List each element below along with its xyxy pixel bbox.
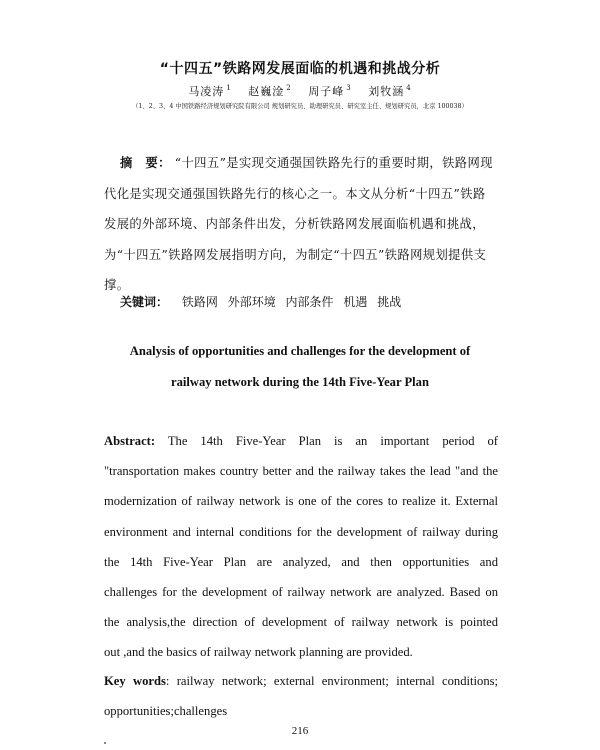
abstract-line: "transportation makes country better and the railway takes the lead "and the [104, 464, 498, 479]
abstract-line: the analysis,the direction of development of railway network is pointed [104, 615, 498, 630]
keyword: 挑战 [377, 295, 402, 309]
author-affiliation: （1、2、3、4 中国铁路经济规划研究院有限公司 规划研究员、助理研究员、研究室主任、规划研究员，北京 100038） [132, 103, 468, 110]
keyword: 机遇 [343, 295, 368, 309]
abstract-line: the 14th Five-Year Plan are analyzed, and then opportunities and [104, 554, 498, 569]
author-list [0, 83, 600, 99]
keyword: 外部环境 [227, 295, 276, 309]
page-number: 216 [291, 725, 309, 737]
abstract-line: out ,and the basics of railway network planning are provided. [104, 645, 413, 660]
english-title-line-2: railway network during the 14th Five-Year Plan [171, 375, 429, 389]
abstract-line: Abstract: The 14th Five-Year Plan is an important period of [104, 434, 498, 448]
paper-title: “十四五”铁路网发展面临的机遇和挑战分析 [159, 61, 441, 77]
english-keywords [104, 666, 498, 726]
keywords-line: Key words: railway network; external environment; internal conditions; [104, 674, 499, 688]
abstract-line: environment and internal conditions for the development of railway during [104, 524, 498, 539]
author: 周子峰 $^3$ [308, 84, 352, 98]
author: 刘牧涵 $^4$ [368, 84, 412, 98]
keywords-line: opportunities;challenges [104, 704, 228, 718]
keyword: 内部条件 [285, 295, 334, 309]
chinese-abstract [104, 148, 496, 301]
abstract-line: modernization of railway network is one of the cores to realize it. External [104, 494, 498, 509]
english-abstract [104, 426, 498, 668]
author: 赵巍淦 $^2$ [248, 84, 292, 98]
scan-mark [104, 742, 106, 744]
english-abstract-label: Abstract: [104, 434, 156, 448]
abstract-line: challenges for the development of railway network are analyzed. Based on [104, 584, 498, 599]
keyword: 铁路网 [181, 295, 218, 309]
english-keywords-label: Key words [104, 674, 166, 688]
chinese-abstract-text: “十四五”是实现交通强国铁路先行的重要时期，铁路网现代化是实现交通强国铁路先行的核心之一。本文从分析“十四五”铁路发展的外部环境、内部条件出发，分析铁路网发展面临机遇和挑战，为“十四五”铁路网发展指明方向，为制定“十四五”铁路网规划提供支撑。 [104, 156, 493, 292]
chinese-keywords [120, 293, 500, 310]
chinese-keywords-label: 关键词： [120, 295, 169, 309]
english-title-line-1: Analysis of opportunities and challenges for the development of [129, 344, 471, 358]
chinese-abstract-label: 摘 要： [120, 156, 171, 170]
author: 马凌涛 $^1$ [188, 84, 232, 98]
